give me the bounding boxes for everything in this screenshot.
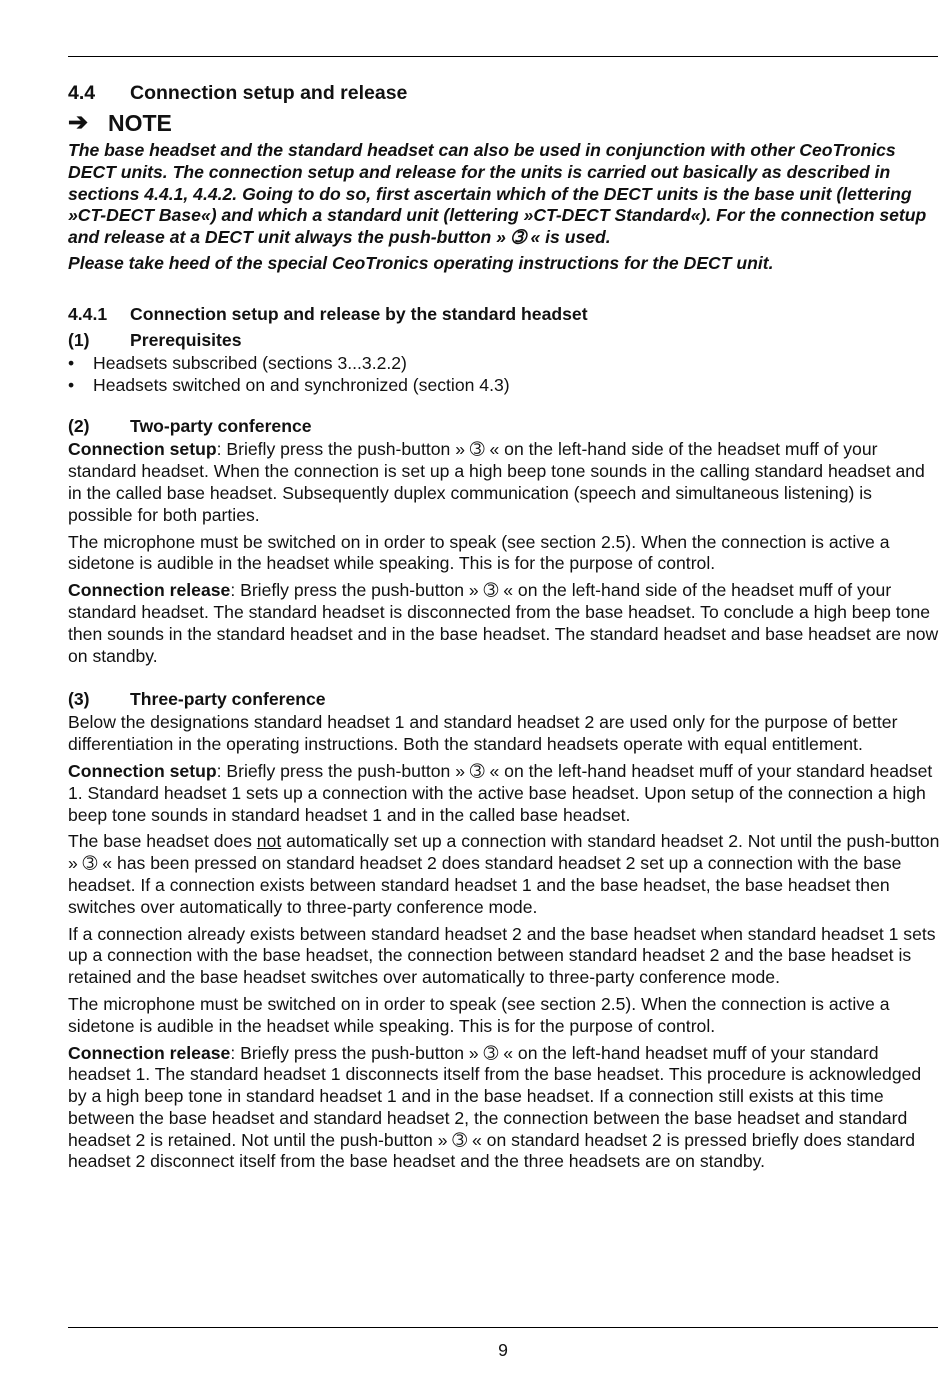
list-item-text: Headsets subscribed (sections 3...3.2.2) [93, 352, 407, 373]
three-party-not-paragraph [68, 831, 940, 918]
three-party-title: Three-party conference [130, 689, 326, 710]
note-heading [68, 108, 940, 138]
list-item [68, 375, 940, 397]
three-party-intro-paragraph: Below the designations standard headset 1 and standard headset 2 are used only for the purpose of better differentiation in the operating instructions. Both the standard headsets operate with equal entitlement. [68, 712, 898, 755]
arrow-right-icon: ➔ [68, 109, 89, 136]
three-party-release-paragraph [68, 1043, 940, 1174]
note-paragraph: Please take heed of the special CeoTronics operating instructions for the DECT unit. [68, 252, 774, 273]
note-label: NOTE [108, 110, 172, 136]
two-party-title: Two-party conference [130, 416, 312, 437]
prerequisites-heading [68, 327, 940, 353]
section-number: 4.4 [68, 82, 96, 104]
three-party-heading [68, 686, 940, 712]
release-label: Connection release [68, 1042, 231, 1063]
prerequisites-list [68, 353, 940, 397]
section-heading [68, 80, 940, 106]
three-party-exists-paragraph: If a connection already exists between standard headset 2 and the base headset when standard headset 1 sets up a connection with the base headset, the connection between standard headset 2 and the base headset is retained and the base headset switches over automatically to three-party conference mode. [68, 923, 936, 988]
setup-label: Connection setup [68, 760, 217, 781]
three-party-number: (3) [68, 689, 90, 710]
section-title: Connection setup and release [130, 82, 408, 104]
footer-rule [68, 1327, 938, 1328]
setup-label: Connection setup [68, 439, 217, 460]
note-paragraph: The base headset and the standard headset can also be used in conjunction with other CeoTronics DECT units. The connection setup and release for the units is carried out basically as described in sections 4.4.1, 4.4.2. Going to do so, first ascertain which of the DECT units is the base unit (lettering »CT-DECT Base«) and which a standard unit (lettering »CT-DECT Standard«). For the connection setup and release at a DECT unit always the push-button » ➂ « is used. [68, 140, 927, 248]
page-number: 9 [498, 1340, 508, 1360]
underlined-not: not [256, 831, 282, 852]
two-party-heading [68, 413, 940, 439]
bullet-icon: • [68, 352, 75, 373]
setup-text: : Briefly press the push-button » ➂ « on the left-hand side of the headset muff of your standard headset. When the connection is set up a high beep tone sounds in the calling standard headset and in the called base headset. Subsequently duplex communication (speech and simultaneous listening) is possible for both parties. [68, 439, 925, 525]
bullet-icon: • [68, 374, 75, 395]
prerequisites-title: Prerequisites [130, 329, 242, 350]
three-party-setup-paragraph [68, 761, 940, 826]
setup-text: : Briefly press the push-button » ➂ « on the left-hand headset muff of your standard headset 1. Standard headset 1 sets up a connection with the active base headset. Upon setup of the connection a high beep tone sounds in standard headset 1 and in the called base headset. [68, 760, 933, 825]
two-party-release-paragraph [68, 580, 940, 667]
subsection-title: Connection setup and release by the standard headset [130, 303, 588, 324]
two-party-mic-paragraph: The microphone must be switched on in order to speak (see section 2.5). When the connection is active a sidetone is audible in the headset while speaking. This is for the purpose of control. [68, 531, 890, 574]
paragraph-text: The base headset does [68, 831, 257, 852]
three-party-mic-paragraph: The microphone must be switched on in order to speak (see section 2.5). When the connection is active a sidetone is audible in the headset while speaking. This is for the purpose of control. [68, 993, 890, 1036]
release-label: Connection release [68, 580, 231, 601]
header-rule [68, 56, 938, 57]
prerequisites-number: (1) [68, 329, 90, 350]
subsection-heading [68, 301, 940, 327]
release-text: : Briefly press the push-button » ➂ « on the left-hand side of the headset muff of your standard headset. The standard headset is disconnected from the base headset. To conclude a high beep tone then sounds in the standard headset and in the base headset. The standard headset and base headset are now on standby. [68, 580, 939, 666]
list-item [68, 353, 940, 375]
list-item-text: Headsets switched on and synchronized (section 4.3) [93, 374, 510, 395]
paragraph-text: automatically set up a connection with standard headset 2. Not until the push-button » ➂ « has been pressed on standard headset 2 does standard headset 2 set up a connection with the base headset. If a connection exists between standard headset 1 and the base headset, the base headset then switches over automatically to three-party conference mode. [68, 831, 940, 917]
two-party-setup-paragraph [68, 439, 940, 526]
two-party-number: (2) [68, 416, 90, 437]
subsection-number: 4.4.1 [68, 303, 108, 324]
release-text: : Briefly press the push-button » ➂ « on the left-hand headset muff of your standard headset 1. The standard headset 1 disconnects itself from the base headset. This procedure is acknowledged by a high beep tone in standard headset 1 and in the base headset. If a connection still exists at this time between the base headset and standard headset 2, the connection between the base headset and standard headset 2 is retained. Not until the push-button » ➂ « on standard headset 2 is pressed briefly does standard headset 2 disconnect itself from the base headset and the three headsets are on standby. [68, 1042, 922, 1172]
page-content [68, 80, 940, 1178]
